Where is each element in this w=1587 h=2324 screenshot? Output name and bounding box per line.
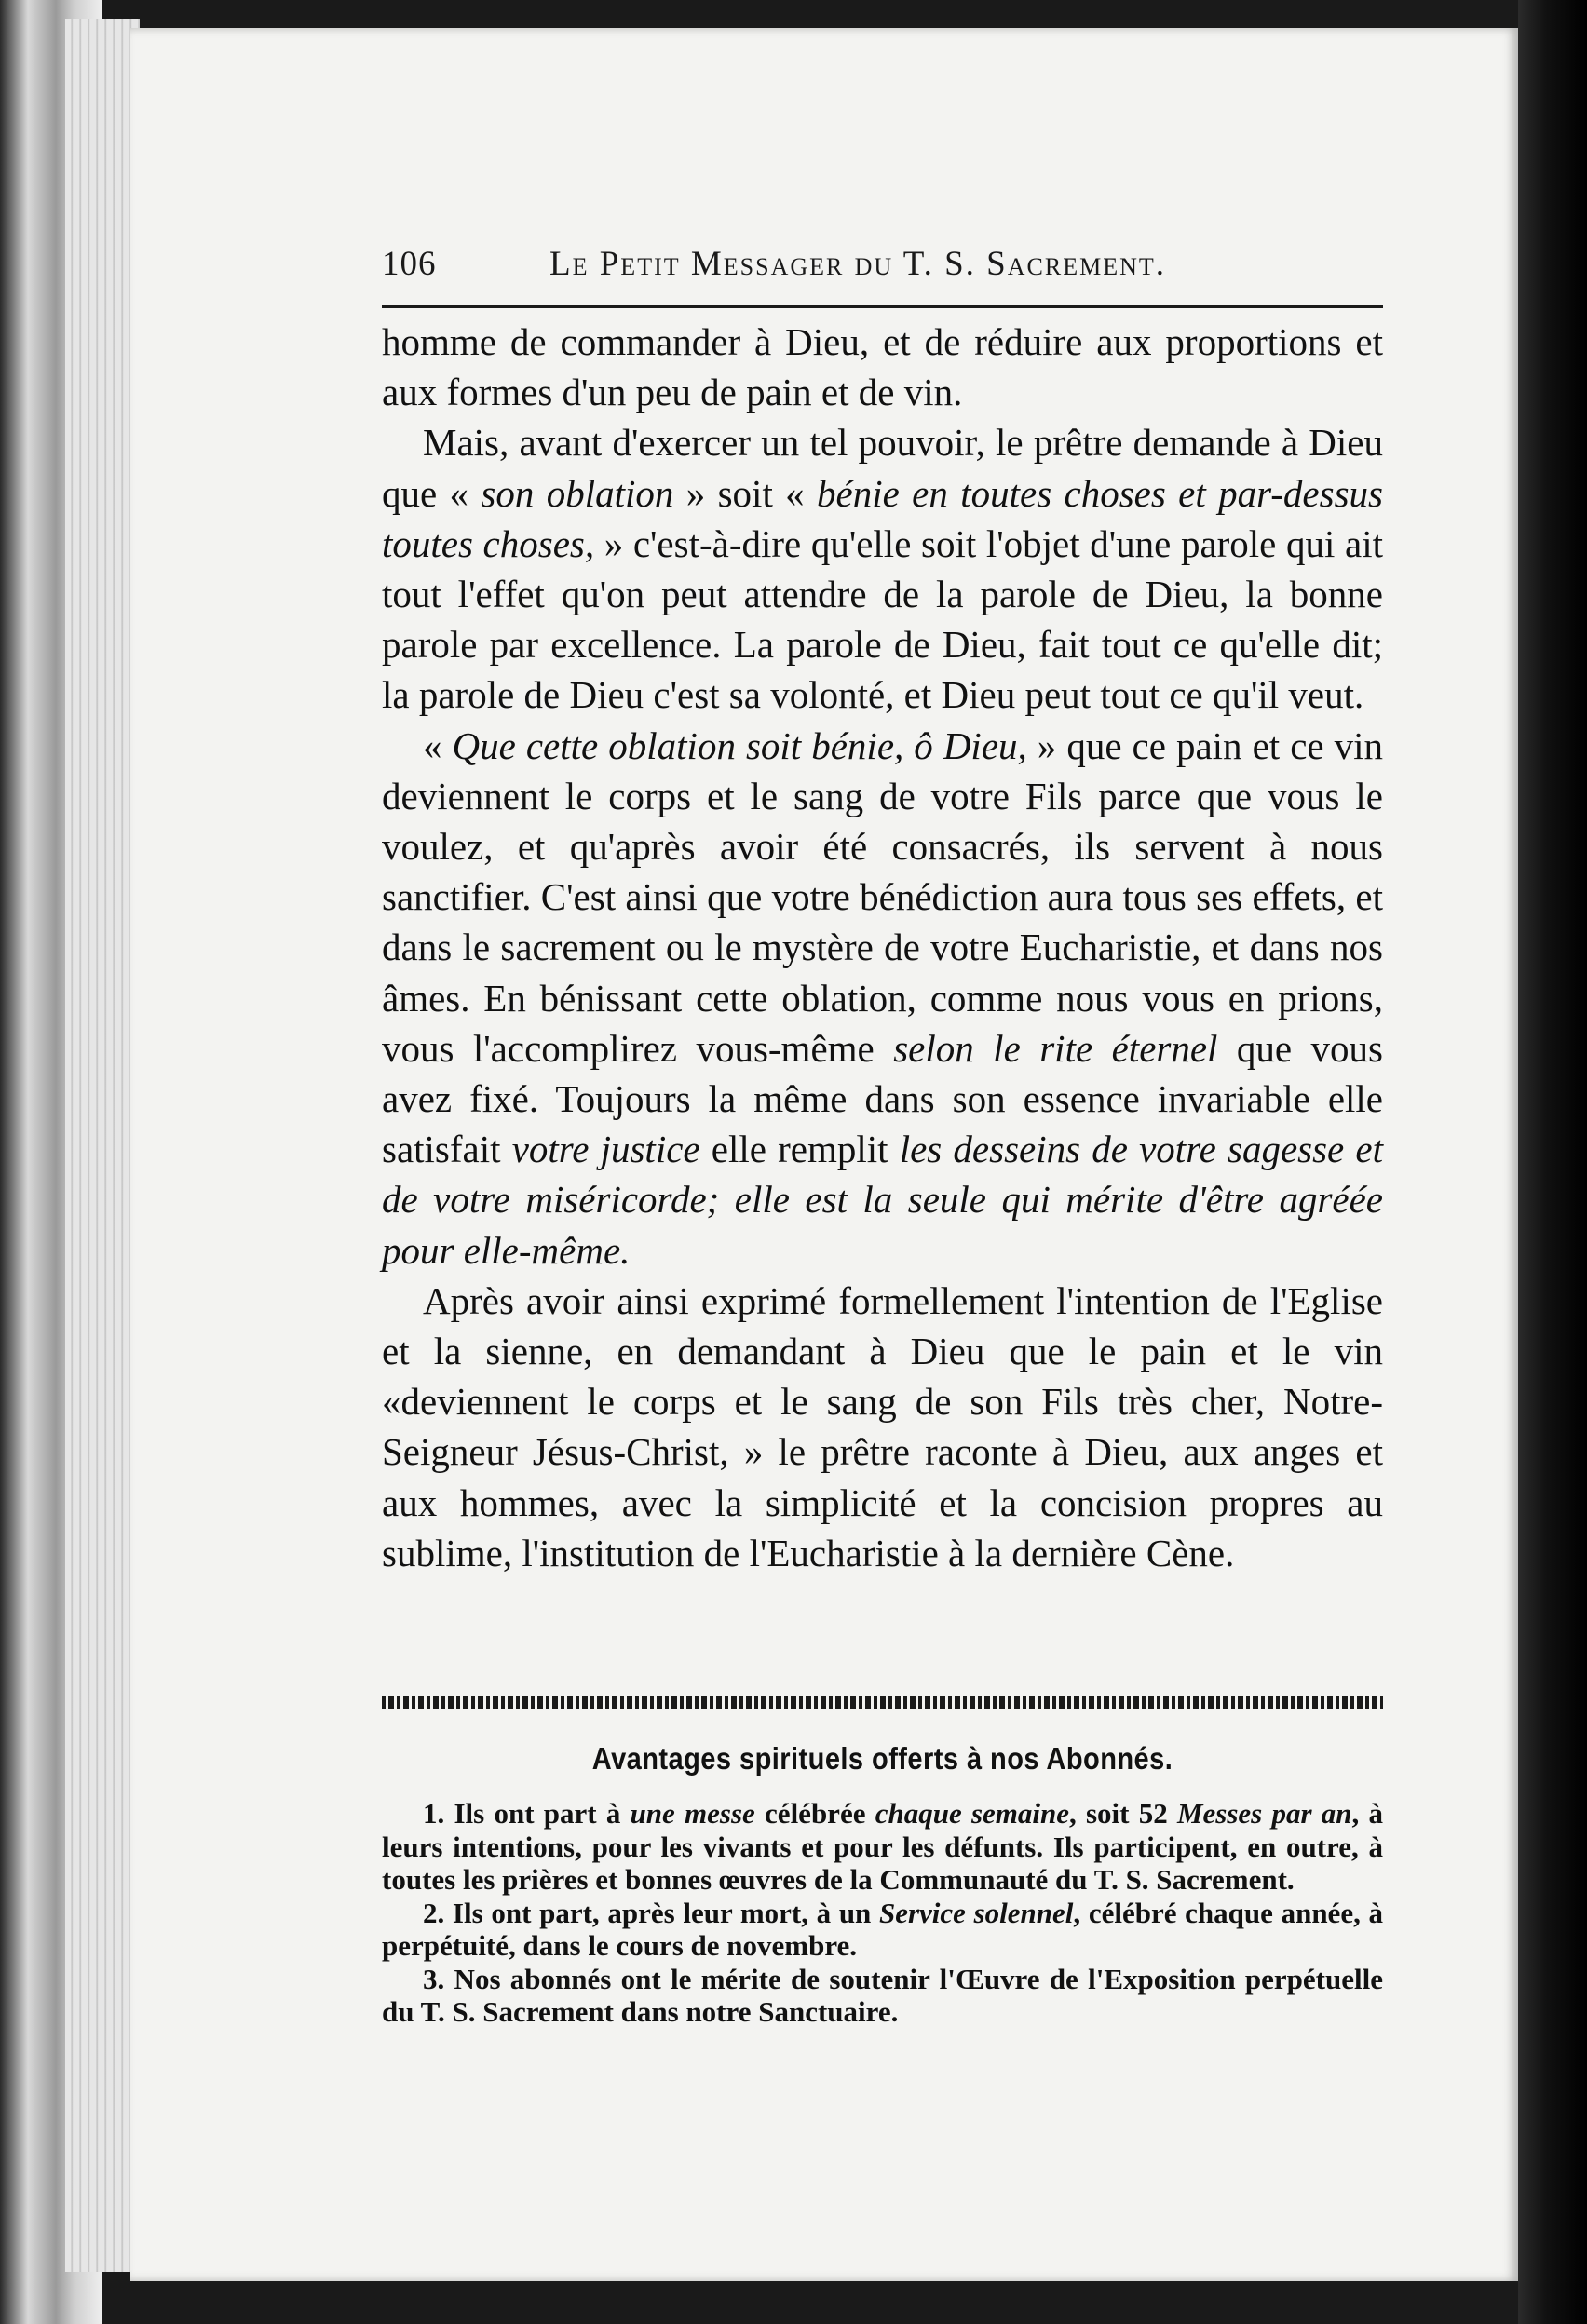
p3-text-a: « [423, 723, 453, 767]
item1-italic-f: Messes par an [1176, 1797, 1352, 1830]
item3-text: 3. Nos abonnés ont le mérite de soutenir l'Œuvre de l'Exposition perpétuelle du T. S. Sacrement dans notre Sanctuaire. [382, 1962, 1383, 2028]
paragraph-4 [382, 1276, 1383, 1578]
item1-italic-d: chaque semaine [875, 1797, 1069, 1830]
paragraph-1-text: homme de commander à Dieu, et de réduire aux proportions et aux formes d'un peu de pain et de vin. [382, 320, 1383, 414]
p3-italic-h: les desseins de votre sagesse et de votre miséricorde; elle est la seule qui mérite d'être agréée pour elle-même. [382, 1128, 1384, 1272]
p3-italic-d: selon le rite éternel [893, 1026, 1218, 1070]
p2-text-c: » soit « [673, 471, 818, 515]
p3-text-e: que vous avez fixé. Toujours la même dans son essence invariable elle satisfait [382, 1026, 1383, 1171]
item1-text-g: , à leurs intentions, pour les vivants et pour les défunts. Ils participent, en outre, à toutes les prières et bonnes œuvres de la Communauté du T. S. Sacrement. [382, 1797, 1384, 1896]
notice-item-2 [382, 1897, 1383, 1963]
notice-item-1 [382, 1797, 1383, 1897]
item1-text-c: célébrée [754, 1797, 875, 1830]
paragraph-3 [382, 721, 1383, 1276]
p3-italic-b: Que cette oblation soit bénie, ô Dieu, [452, 723, 1027, 767]
notice-title: Avantages spirituels offerts à nos Abonnés. [591, 1741, 1173, 1776]
page-stack-edges [65, 19, 140, 2272]
notice-item-3 [382, 1963, 1383, 2029]
item1-text-e: , soit 52 [1069, 1797, 1177, 1830]
paragraph-2 [382, 417, 1383, 720]
ornamental-divider [382, 1696, 1383, 1709]
p3-text-c: » que ce pain et ce vin deviennent le corps et le sang de votre Fils parce que vous le voulez, et qu'après avoir été consacrés, ils servent à nous sanctifier. C'est ainsi que votre bénédiction aura tous ses effets, et dans le sacrement ou le mystère de votre Eucharistie, et dans nos âmes. En bénissant cette oblation, comme nous vous en prions, vous l'accomplirez vous-même [382, 723, 1384, 1070]
p2-italic-b: son oblation [481, 471, 674, 515]
page-number: 106 [382, 245, 437, 283]
p2-text-e: » c'est-à-dire qu'elle soit l'objet d'une parole qui ait tout l'effet qu'on peut attendre de la parole de Dieu, la bonne parole par excellence. La parole de Dieu, fait tout ce qu'elle dit; la parole de Dieu c'est sa volonté, et Dieu peut tout ce qu'il veut. [382, 521, 1383, 717]
p3-text-g: elle remplit [699, 1128, 900, 1171]
p3-italic-f: votre justice [511, 1128, 700, 1171]
running-title: Le Petit Messager du T. S. Sacrement. [549, 245, 1166, 283]
body-text [382, 317, 1383, 1578]
p2-text-a: Mais, avant d'exercer un tel pouvoir, le prêtre demande à Dieu que « [382, 421, 1383, 515]
page-header [382, 244, 1383, 308]
item2-text-c: , célébré chaque année, à perpétuité, dans le cours de novembre. [382, 1896, 1383, 1962]
item1-italic-b: une messe [630, 1797, 755, 1830]
item2-italic-b: Service solennel [878, 1896, 1074, 1929]
paragraph-4-text: Après avoir ainsi exprimé formellement l'intention de l'Eglise et la sienne, en demandant à Dieu que le pain et le vin «deviennent le corps et le sang de son Fils très cher, Notre-Seigneur Jésus-Christ, » le prêtre raconte à Dieu, aux anges et aux hommes, avec la simplicité et la concision propres au sublime, l'institution de l'Eucharistie à la dernière Cène. [382, 1278, 1383, 1574]
paragraph-1 [382, 317, 1383, 417]
item2-text-a: 2. Ils ont part, après leur mort, à un [423, 1896, 879, 1929]
scan-border-right [1518, 0, 1587, 2324]
item1-text-a: 1. Ils ont part à [423, 1797, 631, 1830]
p2-italic-d: bénie en toutes choses et par-dessus toutes choses, [382, 471, 1383, 565]
notice-body [382, 1797, 1383, 2029]
